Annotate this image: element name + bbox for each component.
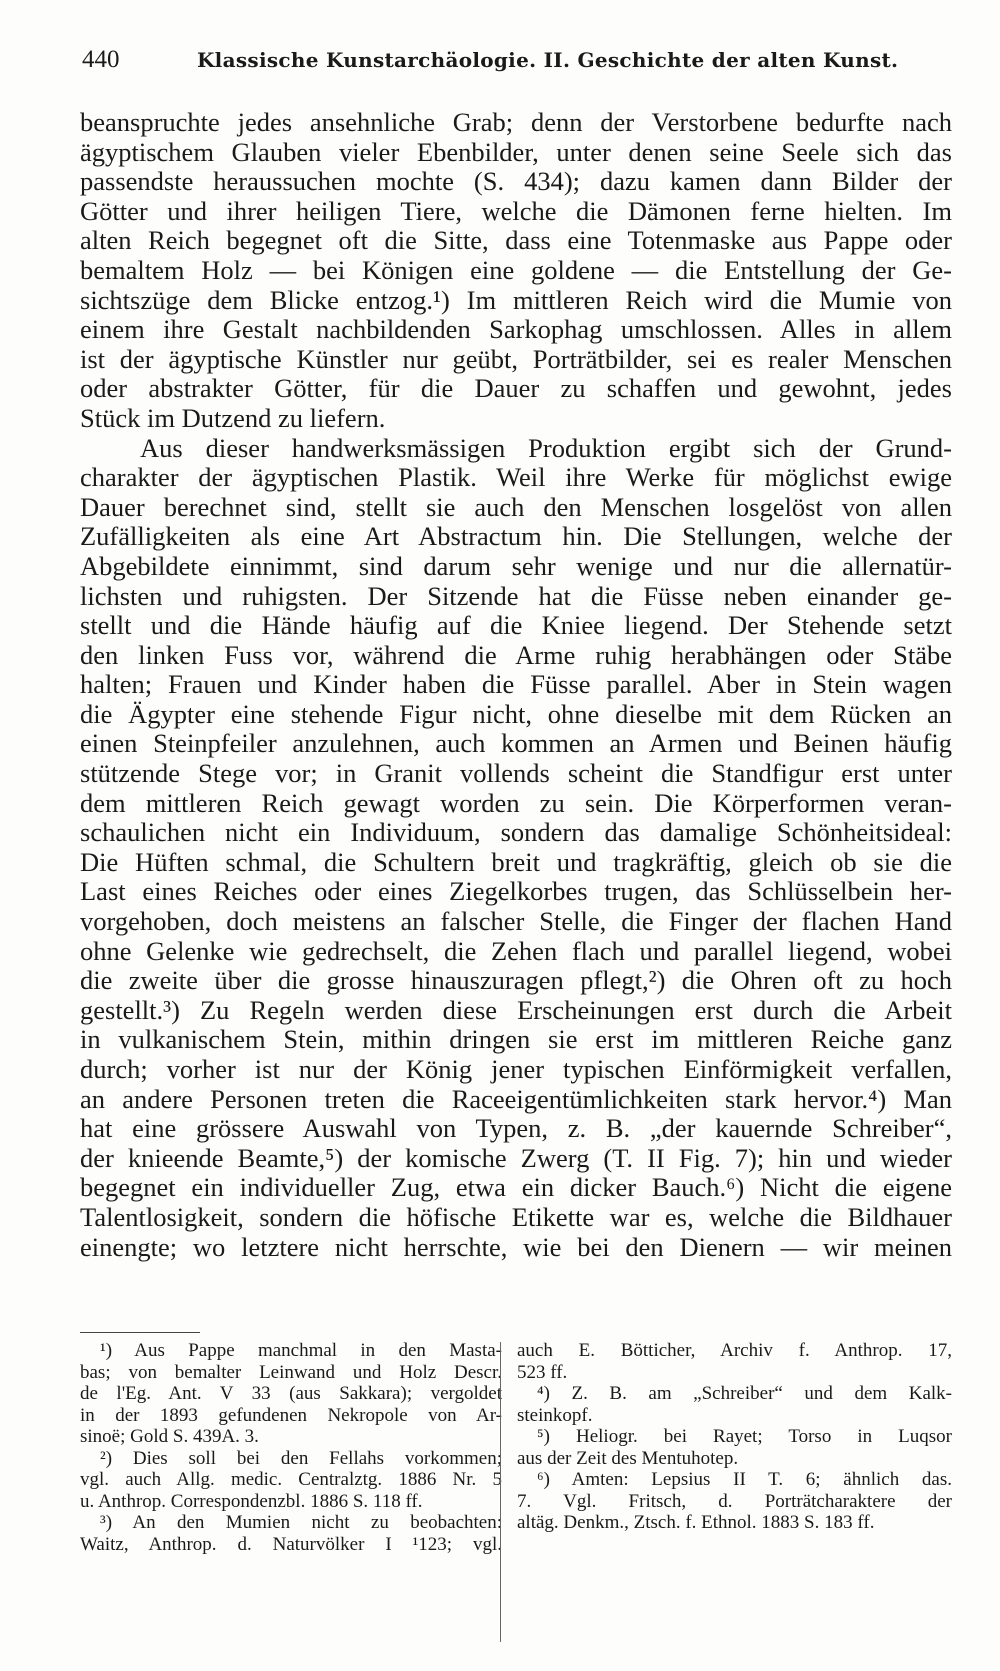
text-line: begegnet ein individueller Zug, etwa ein dicker Bauch.⁶) Nicht die eigene [80,1172,952,1203]
paragraph-1 [80,108,952,434]
footnote-2 [80,1448,502,1513]
main-text [80,108,952,1262]
text-line: Talentlosigkeit, sondern die höfische Etikette war es, welche die Bildhauer [80,1201,952,1232]
footnote-1 [80,1340,502,1448]
footnote-line: ²) Dies soll bei den Fellahs vorkommen; [100,1447,502,1469]
footnote-line: altäg. Denkm., Ztsch. f. Ethnol. 1883 S. 183 ff. [517,1512,875,1533]
footnote-column-divider [500,1342,501,1642]
text-line: schaulichen nicht ein Individuum, sondern das damalige Schönheitsideal: [80,817,952,848]
text-line: an andere Personen treten die Raceeigentümlichkeiten stark hervor.⁴) Man [80,1083,952,1114]
text-line: stellt und die Hände häufig auf die Kniee liegend. Der Stehende setzt [80,610,952,641]
footnote-line: sinoë; Gold S. 439A. 3. [80,1426,259,1447]
footnote-line: ⁶) Amten: Lepsius II T. 6; ähnlich das. [537,1469,952,1490]
footnote-4 [517,1383,952,1426]
footnote-line: u. Anthrop. Correspondenzbl. 1886 S. 118 ff. [80,1490,423,1512]
footnote-line: bas; von bemalter Leinwand und Holz Descr. [80,1361,502,1383]
footnote-line: vgl. auch Allg. medic. Centralztg. 1886 Nr. 5 [80,1469,502,1490]
text-line: Götter und ihrer heiligen Tiere, welche die Dämonen ferne hielten. Im [80,195,952,226]
footnote-6 [517,1469,952,1534]
footnotes-right-column [517,1340,952,1534]
footnote-line: 523 ff. [517,1361,568,1383]
footnote-line: aus der Zeit des Mentuhotep. [517,1447,739,1469]
footnote-line: ³) An den Mumien nicht zu beobachten: [100,1512,502,1533]
footnote-3-continued [517,1340,952,1383]
footnote-3 [80,1512,502,1555]
text-line: bemaltem Holz — bei Königen eine goldene — die Entstellung der Ge- [80,254,952,285]
text-line: vorgehoben, doch meistens an falscher Stelle, die Finger der flachen Hand [80,906,952,937]
text-line: einem ihre Gestalt nachbildenden Sarkophag umschlossen. Alles in allem [80,314,952,345]
footnote-line: Waitz, Anthrop. d. Naturvölker I ¹123; vgl. [80,1533,502,1555]
text-line: Last eines Reiches oder eines Ziegelkorbes trugen, das Schlüsselbein her- [80,876,952,907]
text-line: halten; Frauen und Kinder haben die Füsse parallel. Aber in Stein wagen [80,669,952,700]
footnote-line: steinkopf. [517,1404,593,1426]
text-line: ist der ägyptische Künstler nur geübt, Porträtbilder, sei es realer Menschen [80,343,952,374]
footnote-5 [517,1426,952,1469]
text-line: Stück im Dutzend zu liefern. [80,402,386,433]
text-line: charakter der ägyptischen Plastik. Weil ihre Werke für möglichst ewige [80,462,952,493]
paragraph-2 [80,434,952,1263]
text-line: alten Reich begegnet oft die Sitte, dass eine Totenmaske aus Pappe oder [80,225,952,256]
text-line: den linken Fuss vor, während die Arme ruhig herabhängen oder Stäbe [80,639,952,670]
footnote-line: in der 1893 gefundenen Nekropole von Ar- [80,1404,502,1426]
text-line: gestellt.³) Zu Regeln werden diese Erscheinungen erst durch die Arbeit [80,994,952,1025]
text-line: der knieende Beamte,⁵) der komische Zwerg (T. II Fig. 7); hin und wieder [80,1142,952,1173]
text-line: passendste heraussuchen mochte (S. 434); dazu kamen dann Bilder der [80,166,952,197]
text-line: die zweite über die grosse hinauszuragen pflegt,²) die Ohren oft zu hoch [80,965,952,996]
text-line: ägyptischem Glauben vieler Ebenbilder, unter denen seine Seele sich das [80,136,952,167]
footnote-line: ¹) Aus Pappe manchmal in den Masta- [100,1340,502,1361]
text-line: lichsten und ruhigsten. Der Sitzende hat die Füsse neben einander ge- [80,580,952,611]
footnote-line: 7. Vgl. Fritsch, d. Porträtcharaktere der [517,1490,952,1512]
text-line: die Ägypter eine stehende Figur nicht, ohne dieselbe mit dem Rücken an [80,698,952,729]
text-line: hat eine grössere Auswahl von Typen, z. B. „der kauernde Schreiber“, [80,1113,952,1144]
text-line: ohne Gelenke wie gedrechselt, die Zehen flach und parallel liegend, wobei [80,935,952,966]
footnotes-left-column [80,1340,502,1555]
text-line: einen Steinpfeiler anzulehnen, auch kommen an Armen und Beinen häufig [80,728,952,759]
text-line: Zufälligkeiten als eine Art Abstractum hin. Die Stellungen, welche der [80,521,952,552]
footnote-line: ⁵) Heliogr. bei Rayet; Torso in Luqsor [537,1426,952,1447]
footnote-rule [80,1332,200,1333]
text-line: Die Hüften schmal, die Schultern breit und tragkräftig, gleich ob sie die [80,846,952,877]
text-line: stützende Stege vor; in Granit vollends scheint die Standfigur erst unter [80,758,952,789]
text-line: sichtszüge dem Blicke entzog.¹) Im mittleren Reich wird die Mumie von [80,284,952,315]
text-line: Abgebildete einnimmt, sind darum sehr wenige und nur die allernatür- [80,550,952,581]
footnote-line: auch E. Bötticher, Archiv f. Anthrop. 17, [517,1340,952,1361]
text-line: oder abstrakter Götter, für die Dauer zu schaffen und gewohnt, jedes [80,373,952,404]
text-line: durch; vorher ist nur der König jener typischen Einförmigkeit verfallen, [80,1054,952,1084]
text-line: in vulkanischem Stein, mithin dringen sie erst im mittleren Reiche ganz [80,1024,952,1055]
text-line: Aus dieser handwerksmässigen Produktion ergibt sich der Grund- [140,432,952,463]
text-line: beanspruchte jedes ansehnliche Grab; denn der Verstorbene bedurfte nach [80,107,952,137]
page-header [82,46,952,86]
text-line: dem mittleren Reich gewagt worden zu sein. Die Körperformen veran- [80,787,952,818]
text-line: Dauer berechnet sind, stellt sie auch den Menschen losgelöst von allen [80,491,952,522]
footnote-line: ⁴) Z. B. am „Schreiber“ und dem Kalk- [537,1383,952,1404]
text-line: einengte; wo letztere nicht herrschte, wie bei den Dienern — wir meinen [80,1231,952,1262]
page-number: 440 [82,46,120,73]
footnote-line: de l'Eg. Ant. V 33 (aus Sakkara); vergoldet [80,1383,502,1404]
running-title: Klassische Kunstarchäologie. II. Geschichte der alten Kunst. [197,48,899,72]
